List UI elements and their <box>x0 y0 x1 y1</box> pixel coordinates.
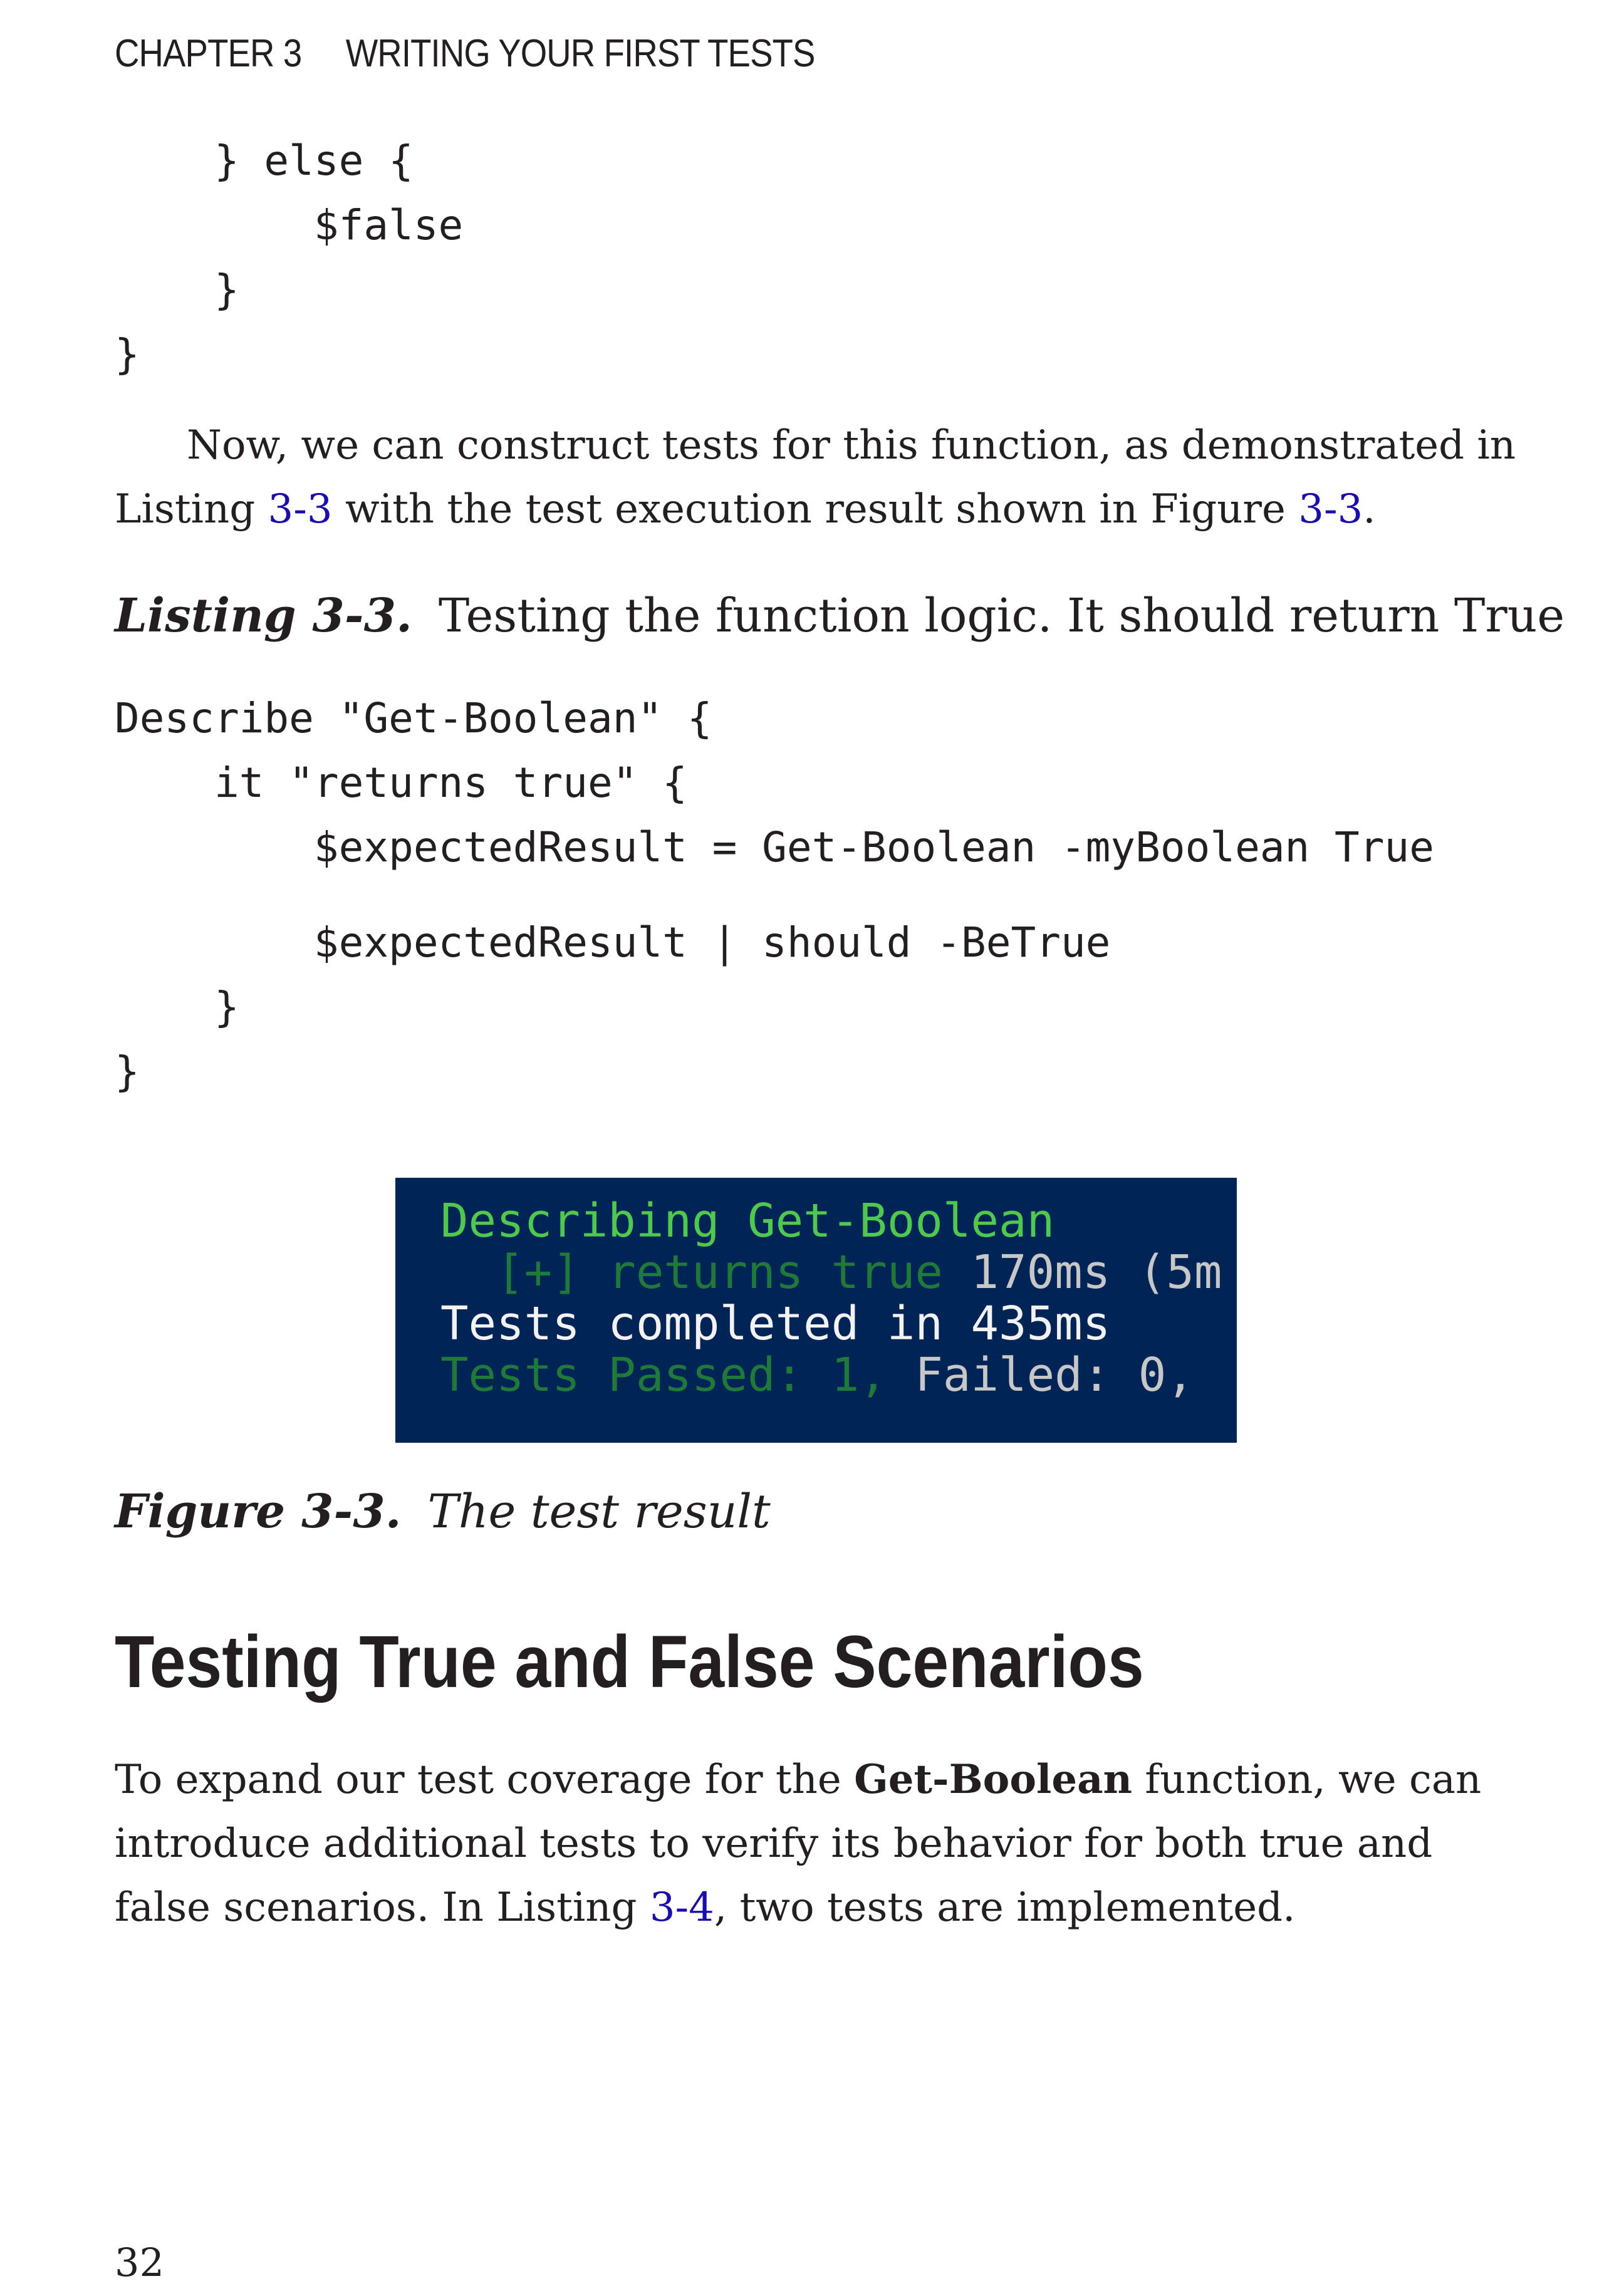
terminal-completed-line: Tests completed in 435ms <box>440 1297 1111 1351</box>
code-line: $expectedResult | should -BeTrue <box>115 918 1111 967</box>
code-line: } <box>115 983 239 1031</box>
code-line: Describe "Get-Boolean" { <box>115 694 712 742</box>
listing-text: Testing the function logic. It should return True <box>438 589 1565 643</box>
figure-3-3-link[interactable]: 3-3 <box>1298 486 1363 532</box>
page-number: 32 <box>115 2240 164 2285</box>
paragraph-intro: Now, we can construct tests for this function, as demonstrated in Listing 3-3 with the test execution result shown in Figure 3-3. <box>115 422 1516 532</box>
listing-3-3-link[interactable]: 3-3 <box>268 486 333 532</box>
paragraph-section: To expand our test coverage for the Get-Boolean function, we can introduce additional tests to verify its behavior for both true and false scenarios. In Listing 3-4, two tests are implemented. <box>115 1756 1482 1931</box>
figure-label: Figure 3-3. <box>115 1485 402 1539</box>
test-result-screenshot <box>395 1178 1237 1443</box>
running-header <box>115 31 815 76</box>
code-listing-part-b <box>115 910 1110 1104</box>
section-heading: Testing True and False Scenarios <box>115 1621 1144 1703</box>
header-chapter: CHAPTER 3 <box>115 32 302 75</box>
listing-caption <box>115 589 1564 643</box>
listing-label: Listing 3-3. <box>115 589 412 643</box>
figure-caption <box>115 1485 771 1539</box>
terminal-summary-line: Tests Passed: 1, Failed: 0, <box>440 1348 1194 1402</box>
listing-3-4-link[interactable]: 3-4 <box>649 1884 714 1931</box>
figure-text: The test result <box>427 1485 771 1539</box>
code-line: } else { <box>115 137 414 185</box>
header-title: WRITING YOUR FIRST TESTS <box>345 32 815 75</box>
terminal-describing-line: Describing Get-Boolean <box>440 1194 1055 1248</box>
code-line: } <box>115 1047 140 1096</box>
function-name: Get-Boolean <box>854 1756 1133 1803</box>
code-listing-part-a <box>115 686 1434 880</box>
code-line: $false <box>115 201 464 249</box>
code-line: $expectedResult = Get-Boolean -myBoolean True <box>115 823 1434 871</box>
code-line: } <box>115 266 239 314</box>
code-line: it "returns true" { <box>115 759 687 807</box>
code-line: } <box>115 330 140 378</box>
code-block-top <box>115 128 463 387</box>
terminal-test-line: [+] returns true 170ms (5m <box>440 1245 1222 1299</box>
